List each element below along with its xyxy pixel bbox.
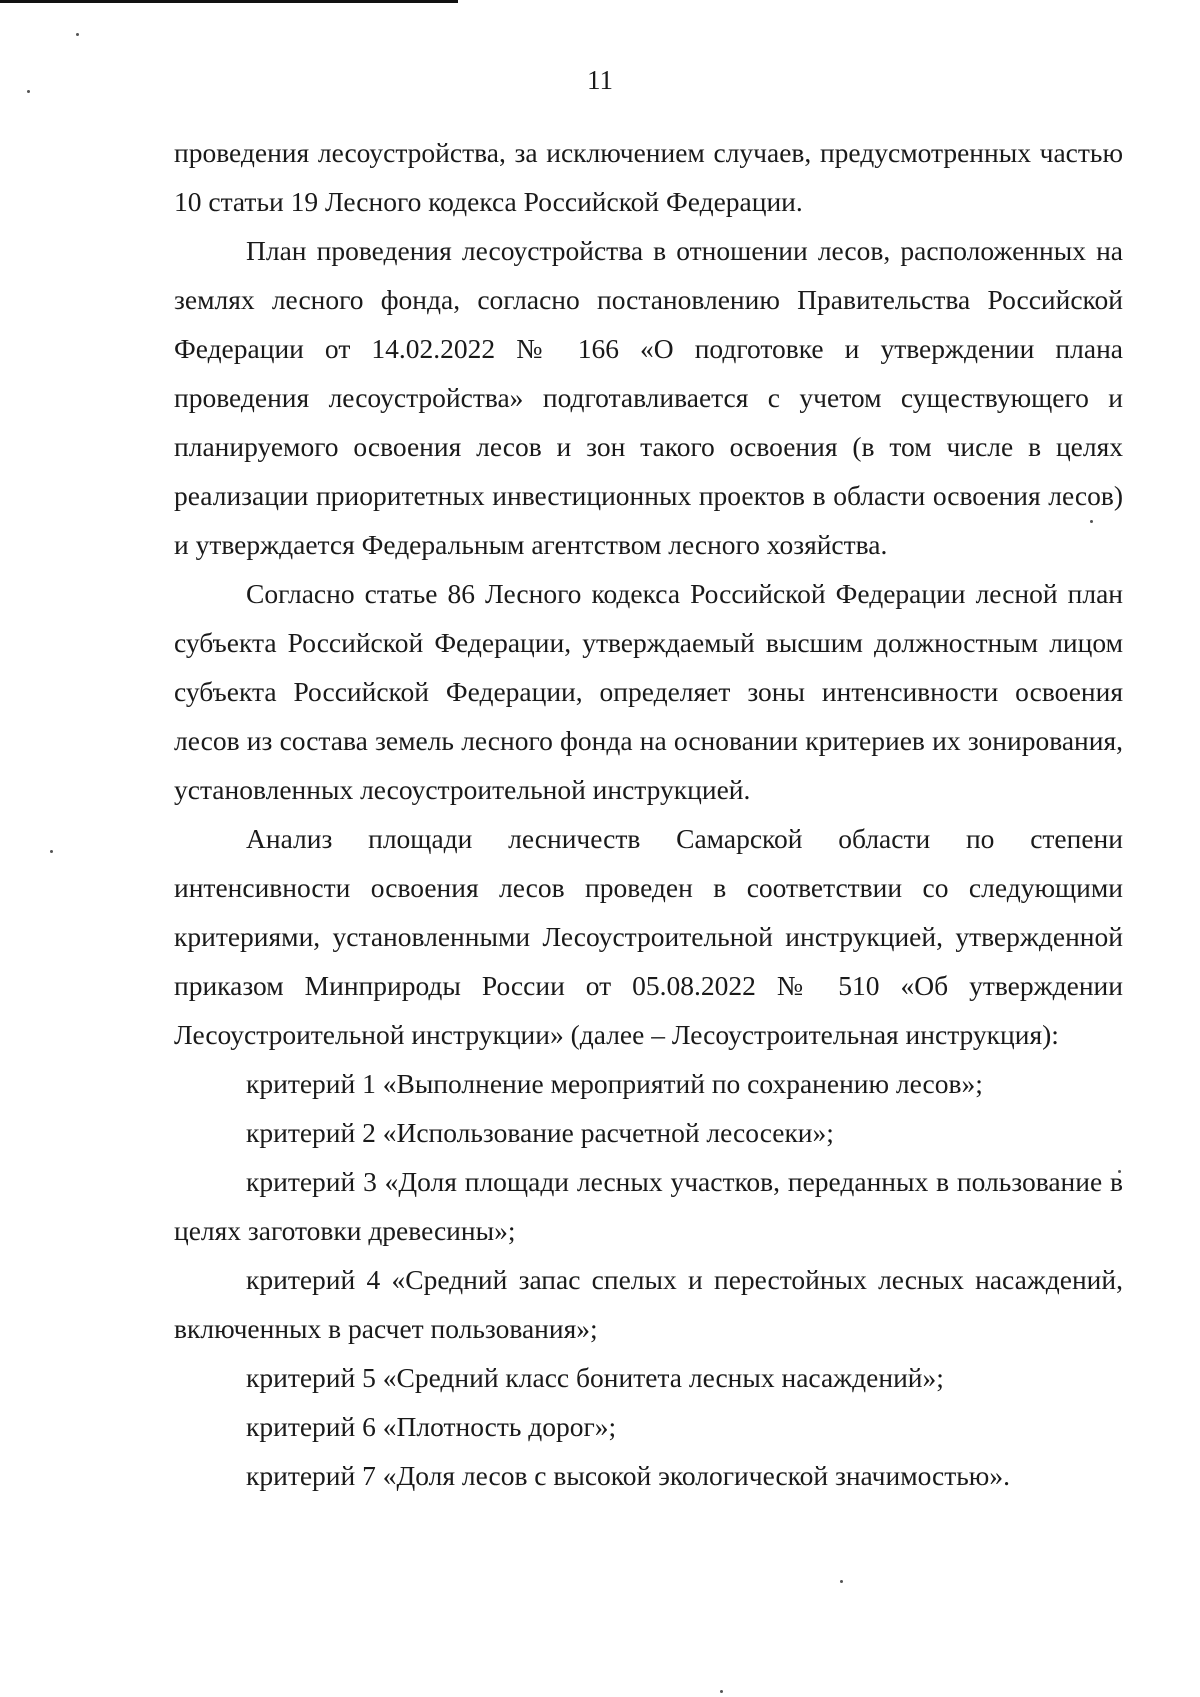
scan-speck: [76, 33, 79, 36]
paragraph: Согласно статье 86 Лесного кодекса Российской Федерации лесной план субъекта Российской Федерации, утверждаемый высшим должностным лицом субъекта Российской Федерации, определяет зоны интенсивности освоения лесов из состава земель лесного фонда на основании критериев их зонирования, установленных лесоустроительной инструкцией.: [174, 578, 1123, 805]
scan-speck: [840, 1580, 843, 1583]
paragraph: План проведения лесоустройства в отношении лесов, расположенных на землях лесного фонда, согласно постановлению Правительства Российской Федерации от 14.02.2022 № 166 «О подготовке и утверждении плана проведения лесоустройства» подготавливается с учетом существующего и планируемого освоения лесов и зон такого освоения (в том числе в целях реализации приоритетных инвестиционных проектов в области освоения лесов) и утверждается Федеральным агентством лесного хозяйства.: [174, 235, 1123, 560]
criterion-item: критерий 7 «Доля лесов с высокой экологической значимостью».: [246, 1460, 1010, 1491]
criterion-item: критерий 6 «Плотность дорог»;: [246, 1411, 617, 1442]
criterion-item: критерий 1 «Выполнение мероприятий по сохранению лесов»;: [246, 1068, 983, 1099]
scan-speck: [50, 850, 53, 853]
criterion-item: критерий 3 «Доля площади лесных участков, переданных в пользование в целях заготовки древесины»;: [174, 1166, 1123, 1246]
top-border-line: [0, 0, 458, 3]
criterion-item: критерий 5 «Средний класс бонитета лесных насаждений»;: [246, 1362, 944, 1393]
criterion-item: критерий 2 «Использование расчетной лесосеки»;: [246, 1117, 834, 1148]
page-number: 11: [587, 65, 613, 95]
scan-speck: [720, 1690, 723, 1693]
paragraph: проведения лесоустройства, за исключением случаев, предусмотренных частью 10 статьи 19 Лесного кодекса Российской Федерации.: [174, 137, 1123, 217]
paragraph: Анализ площади лесничеств Самарской области по степени интенсивности освоения лесов проведен в соответствии со следующими критериями, установленными Лесоустроительной инструкцией, утвержденной приказом Минприроды России от 05.08.2022 № 510 «Об утверждении Лесоустроительной инструкции» (далее – Лесоустроительная инструкция):: [174, 823, 1123, 1050]
document-body: [174, 128, 1123, 1500]
criterion-item: критерий 4 «Средний запас спелых и перестойных лесных насаждений, включенных в расчет пользования»;: [174, 1264, 1123, 1344]
